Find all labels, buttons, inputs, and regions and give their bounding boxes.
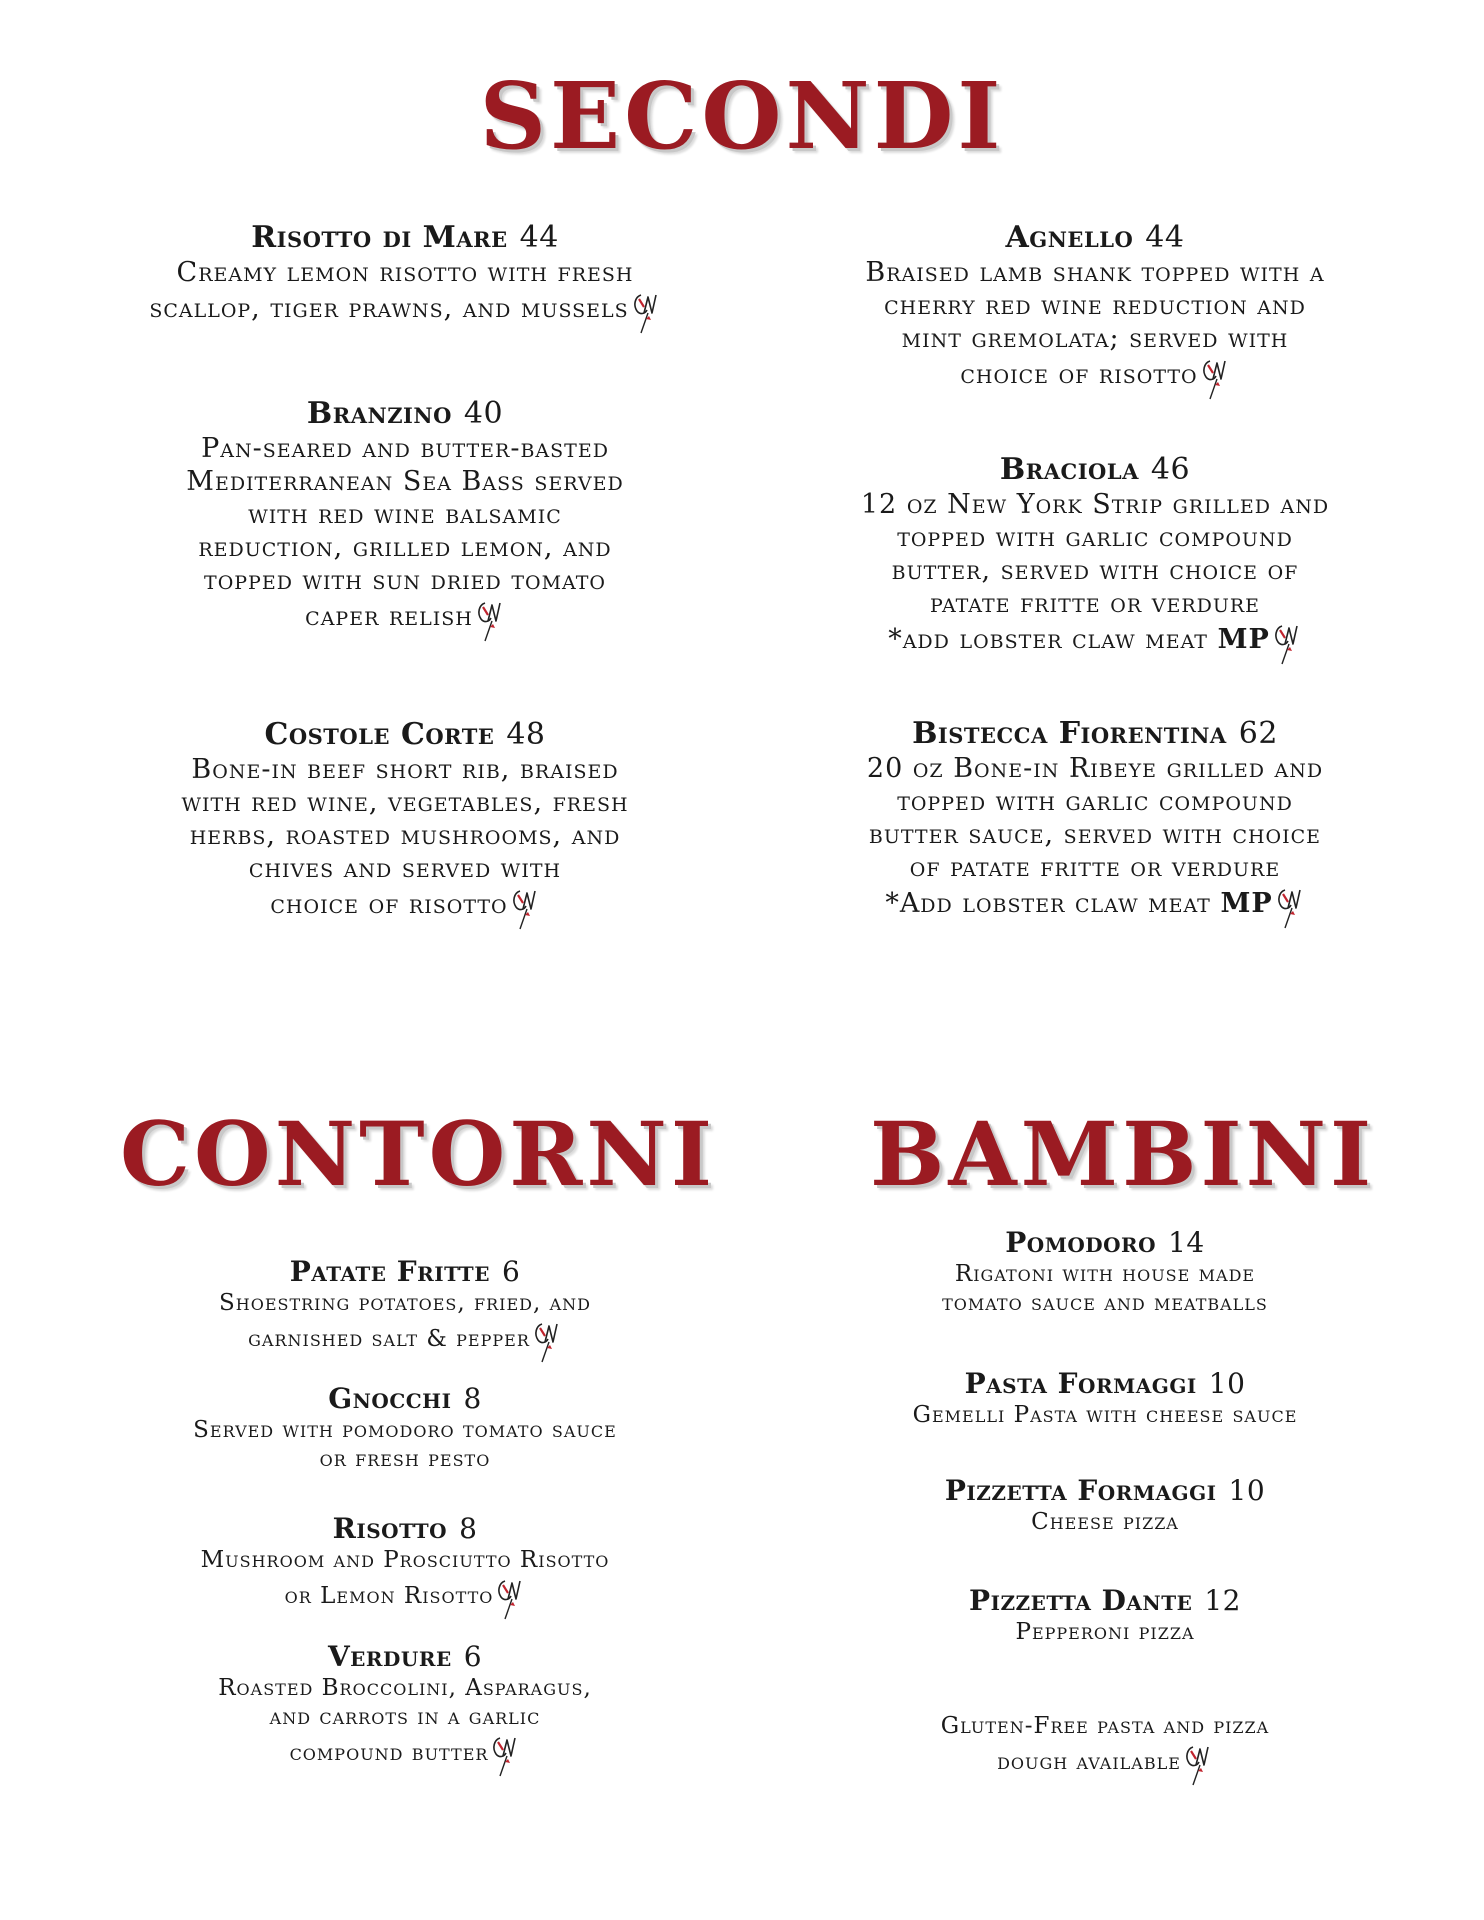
item-name: Agnello 44	[1005, 220, 1185, 255]
signature-dish-icon	[629, 293, 661, 324]
menu-item-pomodoro	[800, 1226, 1410, 1318]
item-description: Bone-in beef short rib, braised with red wine, vegetables, fresh herbs, roasted mushrooms, and chives and served with choice of risotto	[100, 753, 710, 931]
item-price: 10	[1208, 1367, 1246, 1400]
market-price-label: MP	[1220, 888, 1273, 919]
item-name: Gnocchi 8	[328, 1382, 482, 1415]
bambini-heading: BAMBINI	[870, 1102, 1376, 1206]
item-description: Gemelli Pasta with cheese sauce	[912, 1402, 1298, 1428]
gluten-free-note	[800, 1712, 1410, 1787]
item-name: Risotto 8	[332, 1512, 478, 1545]
menu-item-risotto	[100, 1512, 710, 1621]
item-name: Risotto di Mare 44	[251, 220, 559, 255]
item-name: Pomodoro 14	[1005, 1226, 1205, 1259]
signature-dish-icon	[1270, 624, 1302, 655]
signature-dish-icon	[473, 601, 505, 632]
item-name: Pizzetta Dante 12	[969, 1584, 1241, 1617]
item-price: 44	[519, 220, 559, 255]
signature-dish-icon	[1181, 1749, 1213, 1775]
menu-item-gnocchi	[100, 1382, 710, 1474]
item-name: Pasta Formaggi 10	[964, 1367, 1246, 1400]
item-description: Rigatoni with house made tomato sauce and meatballs	[942, 1261, 1268, 1316]
item-price: 14	[1168, 1226, 1205, 1259]
signature-dish-icon	[530, 1326, 562, 1352]
item-name: Costole Corte 48	[264, 717, 546, 752]
item-price: 44	[1145, 220, 1185, 255]
item-name: Braciola 46	[999, 452, 1191, 487]
signature-dish-icon	[508, 889, 540, 920]
item-price: 8	[459, 1512, 478, 1545]
item-description: Shoestring potatoes, fried, and garnished salt & pepper	[100, 1289, 710, 1364]
item-price: 6	[463, 1640, 483, 1673]
item-name: Verdure 6	[327, 1640, 483, 1673]
signature-dish-icon	[1273, 888, 1305, 919]
item-price: 40	[463, 396, 504, 431]
menu-item-pizzetta-dante	[800, 1584, 1410, 1647]
item-description: Mushroom and Prosciutto Risotto or Lemon Risotto	[100, 1546, 710, 1621]
menu-item-pizzetta-formaggi	[800, 1474, 1410, 1537]
item-price: 8	[463, 1382, 482, 1415]
menu-item-verdure	[100, 1640, 710, 1778]
menu-item-braciola	[790, 452, 1400, 666]
menu-item-patate-fritte	[100, 1255, 710, 1364]
item-price: 10	[1228, 1474, 1266, 1507]
item-description: 12 oz New York Strip grilled and topped with garlic compound butter, served with choice of patate fritte or verdure *add lobster claw meat MP	[790, 488, 1400, 666]
menu-item-bistecca-fiorentina	[790, 716, 1400, 930]
item-price: 6	[501, 1255, 521, 1288]
item-description: Pepperoni pizza	[1015, 1619, 1195, 1645]
menu-item-agnello	[790, 220, 1400, 401]
item-description: Cheese pizza	[1031, 1509, 1179, 1535]
market-price-label: MP	[1217, 624, 1270, 655]
item-price: 12	[1204, 1584, 1241, 1617]
gluten-free-note-text: Gluten-Free pasta and pizza dough available	[800, 1712, 1410, 1787]
item-name: Patate Fritte 6	[289, 1255, 521, 1288]
item-price: 62	[1238, 716, 1278, 751]
item-description: 20 oz Bone-in Ribeye grilled and topped with garlic compound butter sauce, served with choice of patate fritte or verdure *Add lobster claw meat MP	[790, 752, 1400, 930]
menu-item-risotto-di-mare	[100, 220, 710, 335]
item-name: Pizzetta Formaggi 10	[944, 1474, 1266, 1507]
signature-dish-icon	[493, 1583, 525, 1609]
item-name: Bistecca Fiorentina 62	[912, 716, 1278, 751]
contorni-heading: CONTORNI	[120, 1102, 717, 1206]
menu-item-costole-corte	[100, 717, 710, 931]
item-description: Creamy lemon risotto with fresh scallop, tiger prawns, and mussels	[100, 256, 710, 335]
item-description: Pan-seared and butter-basted Mediterranean Sea Bass served with red wine balsamic reduction, grilled lemon, and topped with sun dried tomato caper relish	[100, 432, 710, 643]
menu-item-pasta-formaggi	[800, 1367, 1410, 1430]
signature-dish-icon	[488, 1740, 520, 1766]
item-price: 46	[1150, 452, 1191, 487]
secondi-heading: SECONDI	[479, 62, 1005, 170]
item-price: 48	[506, 717, 546, 752]
item-description: Braised lamb shank topped with a cherry red wine reduction and mint gremolata; served with choice of risotto	[790, 256, 1400, 401]
signature-dish-icon	[1198, 359, 1230, 390]
menu-item-branzino	[100, 396, 710, 643]
item-description: Served with pomodoro tomato sauce or fresh pesto	[193, 1417, 617, 1472]
item-description: Roasted Broccolini, Asparagus, and carrots in a garlic compound butter	[100, 1674, 710, 1778]
item-name: Branzino 40	[306, 396, 504, 431]
